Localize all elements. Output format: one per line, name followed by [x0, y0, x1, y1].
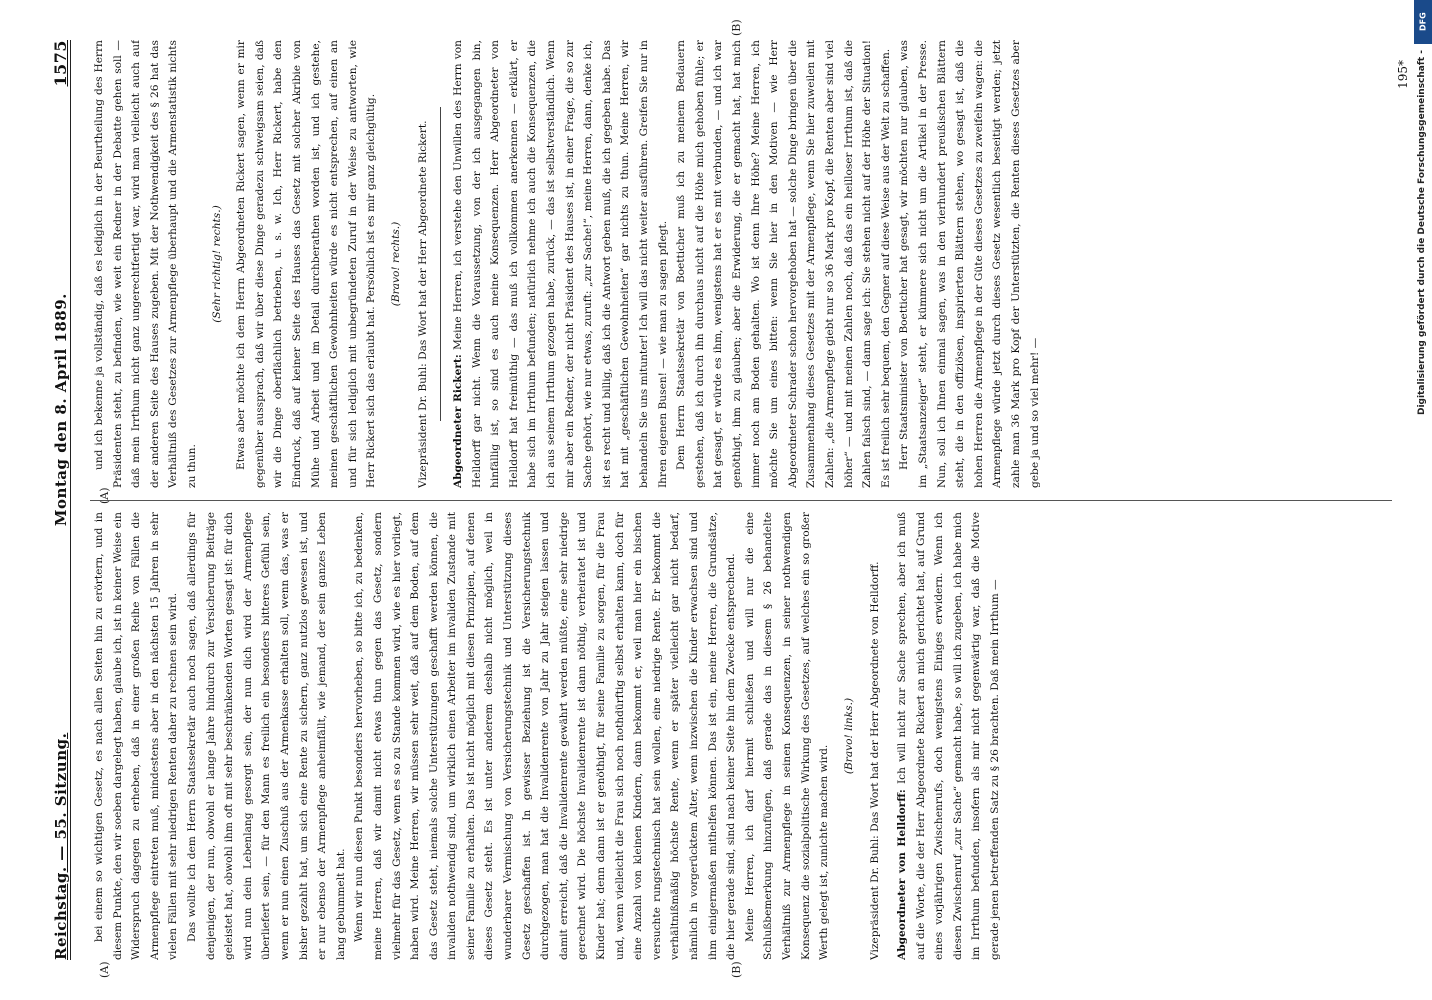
left-speaker-2	[893, 512, 1005, 960]
left-paragraph-1: bei einem so wichtigen Gesetz, es nach allen Seiten hin zu erörtern, und in diesem Punkte, den wir soeben dargelegt haben, glaube ich, ist in keiner Weise ein Widerspruch dagegen zu erheben, daß in einer großen Reihe von Fällen die Armenpflege eintreten muß, mindestens aber in den nächsten 15 Jahren in sehr vielen Fällen mit sehr niedrigen Renten daher zu rechnen sein wird.	[93, 512, 180, 960]
section-rule	[440, 107, 441, 421]
right-reaction-2: (Bravo! rechts.)	[389, 221, 402, 307]
right-paragraph-4: Herr Staatsminister von Boetticher hat gesagt, wir möchten nur glauben, was im „Staatsanzeiger“ steht, er kümmere sich nicht um die Artikel in der Presse. Nun, soll ich Ihnen einmal sagen, was in den vierhundert preußischen Blättern steht, die in den offiziösen, inspirierten Blättern stehen, wo gesagt ist, daß die hohen Herren die Armenpflege in der Güte dieses Gesetzes zu zweifeln wagen: die Armenpflege würde jetzt durch dieses Gesetz wesentlich beseitigt werden; jetzt zahle man 36 Mark pro Kopf der Unterstützten, die Renten dieses Gesetzes aber gebe ja und so viel mehr! —	[898, 40, 1041, 488]
margin-marker-b-right: (B)	[730, 19, 743, 36]
margin-marker-b-left: (B)	[730, 961, 743, 978]
column-divider	[90, 500, 1392, 501]
header-session: Reichstag. — 55. Sitzung.	[52, 732, 70, 960]
right-reaction-1: (Sehr richtig! rechts.)	[210, 205, 223, 323]
right-paragraph-2: Etwas aber möchte ich dem Herrn Abgeordneten Rickert sagen, wenn er mir gegenüber aussprach, daß wir über diese Dinge geradezu schweigsam seien, daß wir die Dinge oberflächlich betrieben, u. s. w. Ich, Herr Rickert, habe den Eindruck, daß auf keiner Seite des Hauses das Gesetz mit solcher Akribie von Mühe und Arbeit und im Detail durchberathen worden ist, und ich gestehe, meinen geschäftlichen Gewohnheiten würde es nicht entsprechen, auf einen an und für sich lediglich mit unbegründeten Zuruf in der Weise zu antworten, wie Herr Rickert sich das erlaubt hat. Persönlich ist es mir ganz gleichgültig.	[235, 40, 378, 488]
right-paragraph-1: und ich bekenne ja vollständig, daß es lediglich in der Beurtheilung des Herrn Präsidenten steht, zu befinden, wie weit ein Redner in der Debatte gehen soll — daß mein Irrthum nicht ganz ungerechtfertigt war, wird man vielleicht auch auf der anderen Seite des Hauses zugeben. Mit der Nothwendigkeit des § 26 hat das Verhältniß des Gesetzes zur Armenpflege überhaupt und die Armenstatistik nichts zu thun.	[93, 40, 198, 488]
right-speaker-2-text: Meine Herren, ich verstehe den Unwillen des Herrn von Helldorff gar nicht. Wenn die Voraussetzung, von der ich ausgegangen bin, hinfällig ist, so sind es auch meine Konsequenzen. Herr Abgeordneter von Helldorff hat freimüthig — das muß ich vollkommen anerkennen — erklärt, er habe sich im Irrthum befunden; natürlich nehme ich auch die Konsequenzen, die ich aus seinem Irrthum gezogen habe, zurück, — das ist selbstverständlich. Wenn mir aber ein Redner, der nicht Präsident des Hauses ist, in einer Frage, die so zur Sache gehört, wie nur etwas, zuruft: „zur Sache!“, meine Herren, dann, denke ich, ist es recht und billig, daß ich die Antwort geben muß, die ich gegeben habe. Das hat mit „geschäftlichen Gewohnheiten“ gar nichts zu thun. Meine Herren, wir behandeln Sie uns mitunter! Ich will das nicht weiter ausführen. Greifen Sie nur in Ihren eigenen Busen! — wie man zu sagen pflegt.	[452, 40, 669, 488]
margin-marker-a-left: (A)	[98, 961, 111, 978]
left-paragraph-2: Das wollte ich dem Herrn Staatssekretär auch noch sagen, daß allerdings für denjenigen, der nun, obwohl er lange Jahre hindurch zur Versicherung Beiträge geleistet hat, obwohl ihm oft mit sehr beschränkenden Worten gesagt ist: für dich wird nun dein Lebenlang gesorgt sein, der nun dich wird der Armenpflege überliefert sein, — für den Mann es freilich ein besonders bitteres Gefühl sein, wenn er nun einen Zuschuß aus der Armenkasse erhalten soll, wenn das, was er bisher gezahlt hat, um sich eine Rente zu sichern, ganz nutzlos gewesen ist, und er nur ebenso der Armenpflege anheimfällt, wie jemand, der sein ganzes Leben lang gebummelt hat.	[185, 512, 347, 960]
left-speaker-2-name: Abgeordneter von Helldorff:	[895, 789, 908, 960]
left-column	[90, 512, 1392, 960]
margin-marker-a-right: (A)	[98, 487, 111, 504]
dfg-logo: DFG	[1414, 0, 1432, 44]
left-reaction-1: (Bravo! links.)	[842, 697, 855, 775]
right-column	[90, 40, 1392, 488]
right-paragraph-3: Dem Herrn Staatssekretär von Boetticher muß ich zu meinem Bedauern gestehen, daß ich durch ihn durchaus nicht auf die Höhe mich gehoben fühle; er hat gesagt, er würde es ihm, wenigstens hat er es mit verbunden, — und ich war genöthigt, ihm zu glauben; aber die Erwiderung, die er gemacht hat, hat mich immer noch am Boden gehalten. Wo ist denn Ihre Höhe? Meine Herren, ich möchte Sie um eines bitten: wenn Sie hier in den Motiven — wie Herr Abgeordneter Schrader schon hervorgehoben hat — solche Dinge bringen über die Zusammenhang dieses Gesetzes mit der Armenpflege, wenn Sie hier zuweilen mit Zahlen: „die Armenpflege giebt nur so 36 Mark pro Kopf, die Renten aber sind viel höher“ — und mit meinen Zahlen noch, daß das ein heilloser Irrthum ist, daß die Zahlen falsch sind, — dann sage ich: Sie stehen nicht auf der Höhe der Situation! Es ist freilich sehr bequem, den Gegner auf diese Weise aus der Welt zu schaffen.	[675, 40, 892, 488]
page-number: 1575	[51, 40, 70, 87]
footer-page-code: 195*	[1396, 60, 1410, 89]
right-speaker-2-name: Abgeordneter Rickert:	[452, 354, 465, 488]
left-paragraph-3: Wenn wir nun diesen Punkt besonders hervorheben, so bitte ich, zu bedenken, meine Herren, daß wir damit nicht etwas thun gegen das Gesetz, sondern vielmehr für das Gesetz, wenn es so zu Stande kommen wird, wie es hier vorliegt, haben wird. Meine Herren, wir müssen sehr weit, daß auf dem Boden, auf dem das Gesetz steht, niemals solche Unterstützungen geschafft werden können, die invaliden nothwendig sind, um wirklich einen Arbeiter im invaliden Zustande mit seiner Familie zu erhalten. Das ist nicht möglich mit diesen Prinzipien, auf denen dieses Gesetz steht. Es ist unter anderem deshalb nicht möglich, weil in wunderbarer Vermischung von Versicherungstechnik und Unterstützung dieses Gesetz geschaffen ist. In gewisser Beziehung ist die Versicherungstechnik durchgezogen, man hat die Invalidenrente von Jahr zu Jahr steigen lassen und damit erreicht, daß die Invalidenrente gewährt werden müßte, eine sehr niedrige gerechnet wird. Die höchste Invalidenrente ist dann nöthig, verheiratet ist und Kinder hat; denn dann ist er genöthigt, für seine Familie zu sorgen, für die Frau und, wenn vielleicht die Frau sich noch nothdürftig selbst erhalten kann, doch für eine Anzahl von kleinen Kindern, dann bekommt er, weil man hier ein bischen versuchte rungstechnisch hat sein wollen, eine niedrige Rente. Er bekommt die verhältnißmäßig höchste Rente, wenn er später vielleicht gar nicht bedarf, nämlich in vorgerücktem Alter, wenn inzwischen die Kinder erwachsen sind und ihm einigermaßen mithelfen können. Das ist ein, meine Herren, die Grundsätze, die hier gerade sind, sind nach keiner Seite hin dem Zwecke entsprechend.	[353, 512, 738, 960]
left-paragraph-4: Meine Herren, ich darf hiermit schließen und will nur die eine Schlußbemerkung hinzufügen, daß gerade das in diesem § 26 behandelte Verhältniß zur Armenpflege in seinen Konsequenzen, in seiner nothwendigen Konsequenz die sozialpolitische Wirkung des Gesetzes, auf welches ein so großer Werth gelegt ist, zunichte machen wird.	[743, 512, 831, 960]
right-speaker-2	[449, 40, 672, 488]
right-speaker-1: Vizepräsident Dr. Buhl: Das Wort hat der Herr Abgeordnete Rickert.	[416, 120, 429, 488]
page-header	[36, 40, 71, 960]
header-date: Montag den 8. April 1889.	[52, 293, 70, 527]
left-speaker-1: Vizepräsident Dr. Buhl: Das Wort hat der Herr Abgeordnete von Helldorff.	[869, 561, 882, 960]
digitization-credit: Digitalisierung gefördert durch die Deutsche Forschungsgemeinschaft -	[1417, 50, 1427, 415]
left-speaker-2-text: Ich will nicht zur Sache sprechen, aber ich muß auf die Worte, die der Herr Abgeordnete Rickert an mich gerichtet hat, auf Grund eines vorjährigen Zwischenrufs, doch wenigstens Einiges erwidern. Wenn ich diesen Zwischenruf „zur Sache“ gemacht habe, so will ich zugeben, ich habe mich im Irrthum befunden, insofern als mir nicht gegenwärtig war, daß die Motive gerade jenen betreffenden Satz zu § 26 brachten. Daß mein Irrthum —	[895, 512, 1001, 960]
